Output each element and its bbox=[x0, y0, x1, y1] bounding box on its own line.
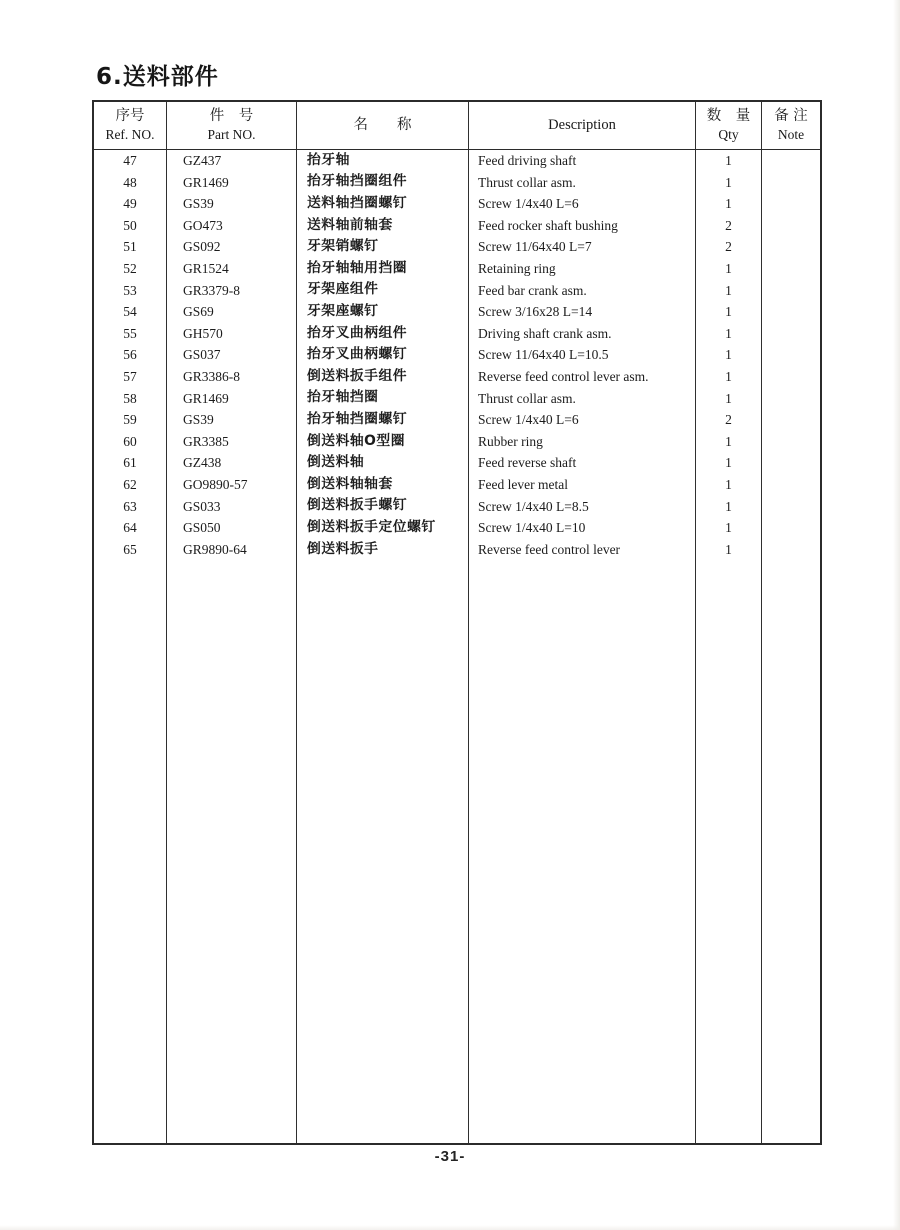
note-cell bbox=[762, 452, 820, 474]
name-cell: 牙架销螺钉 bbox=[297, 236, 469, 258]
table-row bbox=[94, 366, 820, 388]
qty-cell: 1 bbox=[696, 431, 762, 453]
part-cell: GS69 bbox=[167, 301, 297, 323]
note-cell bbox=[762, 388, 820, 410]
part-cell: GS092 bbox=[167, 236, 297, 258]
ref-cell: 65 bbox=[94, 539, 167, 561]
qty-cell: 2 bbox=[696, 215, 762, 237]
desc-cell: Feed rocker shaft bushing bbox=[469, 215, 696, 237]
column-header-part bbox=[167, 102, 297, 149]
note-cell bbox=[762, 301, 820, 323]
column-header-note-zh: 备 注 bbox=[774, 108, 808, 125]
desc-cell: Reverse feed control lever asm. bbox=[469, 366, 696, 388]
desc-cell: Screw 3/16x28 L=14 bbox=[469, 301, 696, 323]
table-row bbox=[94, 280, 820, 302]
ref-cell: 56 bbox=[94, 344, 167, 366]
table-row bbox=[94, 474, 820, 496]
column-header-description bbox=[469, 102, 696, 149]
table-row bbox=[94, 215, 820, 237]
part-cell: GR9890-64 bbox=[167, 539, 297, 561]
empty-note-column bbox=[762, 560, 820, 1143]
ref-cell: 60 bbox=[94, 431, 167, 453]
page-number: -31- bbox=[434, 1148, 466, 1165]
qty-cell: 1 bbox=[696, 280, 762, 302]
note-cell bbox=[762, 496, 820, 518]
column-header-ref-en: Ref. NO. bbox=[105, 126, 155, 142]
name-cell: 倒送料轴轴套 bbox=[297, 474, 469, 496]
ref-cell: 51 bbox=[94, 236, 167, 258]
desc-cell: Feed reverse shaft bbox=[469, 452, 696, 474]
name-cell: 抬牙轴轴用挡圈 bbox=[297, 258, 469, 280]
ref-cell: 48 bbox=[94, 172, 167, 194]
column-header-part-zh: 件 号 bbox=[209, 108, 254, 125]
qty-cell: 2 bbox=[696, 236, 762, 258]
desc-cell: Feed driving shaft bbox=[469, 150, 696, 172]
table-row bbox=[94, 344, 820, 366]
ref-cell: 55 bbox=[94, 323, 167, 345]
table-row bbox=[94, 301, 820, 323]
qty-cell: 1 bbox=[696, 172, 762, 194]
table-row bbox=[94, 496, 820, 518]
name-cell: 抬牙轴挡圈螺钉 bbox=[297, 409, 469, 431]
empty-name-column bbox=[297, 560, 469, 1143]
desc-cell: Feed bar crank asm. bbox=[469, 280, 696, 302]
desc-cell: Rubber ring bbox=[469, 431, 696, 453]
qty-cell: 1 bbox=[696, 193, 762, 215]
desc-cell: Screw 1/4x40 L=6 bbox=[469, 409, 696, 431]
name-cell: 抬牙轴挡圈组件 bbox=[297, 172, 469, 194]
desc-cell: Screw 1/4x40 L=8.5 bbox=[469, 496, 696, 518]
table-row bbox=[94, 517, 820, 539]
note-cell bbox=[762, 366, 820, 388]
column-header-name bbox=[297, 102, 469, 149]
table-empty-area bbox=[94, 560, 820, 1143]
table-row bbox=[94, 258, 820, 280]
column-header-note bbox=[762, 102, 820, 149]
name-cell: 送料轴前轴套 bbox=[297, 215, 469, 237]
part-cell: GS39 bbox=[167, 409, 297, 431]
qty-cell: 2 bbox=[696, 409, 762, 431]
table-row bbox=[94, 150, 820, 172]
part-cell: GR3386-8 bbox=[167, 366, 297, 388]
empty-part-column bbox=[167, 560, 297, 1143]
part-cell: GH570 bbox=[167, 323, 297, 345]
empty-ref-column bbox=[94, 560, 167, 1143]
qty-cell: 1 bbox=[696, 150, 762, 172]
ref-cell: 61 bbox=[94, 452, 167, 474]
empty-qty-column bbox=[696, 560, 762, 1143]
qty-cell: 1 bbox=[696, 366, 762, 388]
column-header-qty-zh: 数 量 bbox=[706, 108, 751, 125]
column-header-part-en: Part NO. bbox=[207, 126, 256, 142]
name-cell: 倒送料轴 bbox=[297, 452, 469, 474]
column-header-note-en: Note bbox=[777, 126, 805, 142]
desc-cell: Screw 11/64x40 L=7 bbox=[469, 236, 696, 258]
note-cell bbox=[762, 323, 820, 345]
page-title: 6.送料部件 bbox=[96, 64, 219, 90]
part-cell: GZ437 bbox=[167, 150, 297, 172]
column-header-ref bbox=[94, 102, 167, 149]
ref-cell: 62 bbox=[94, 474, 167, 496]
part-cell: GR3379-8 bbox=[167, 280, 297, 302]
note-cell bbox=[762, 258, 820, 280]
part-cell: GS033 bbox=[167, 496, 297, 518]
column-header-ref-zh: 序号 bbox=[115, 108, 145, 125]
part-cell: GR1469 bbox=[167, 172, 297, 194]
name-cell: 抬牙叉曲柄螺钉 bbox=[297, 344, 469, 366]
name-cell: 牙架座螺钉 bbox=[297, 301, 469, 323]
desc-cell: Screw 1/4x40 L=6 bbox=[469, 193, 696, 215]
note-cell bbox=[762, 215, 820, 237]
name-cell: 倒送料扳手定位螺钉 bbox=[297, 517, 469, 539]
ref-cell: 58 bbox=[94, 388, 167, 410]
note-cell bbox=[762, 280, 820, 302]
part-cell: GS037 bbox=[167, 344, 297, 366]
empty-description-column bbox=[469, 560, 696, 1143]
column-header-qty-en: Qty bbox=[718, 126, 739, 142]
name-cell: 抬牙轴 bbox=[297, 150, 469, 172]
note-cell bbox=[762, 517, 820, 539]
qty-cell: 1 bbox=[696, 301, 762, 323]
note-cell bbox=[762, 474, 820, 496]
qty-cell: 1 bbox=[696, 517, 762, 539]
note-cell bbox=[762, 172, 820, 194]
desc-cell: Retaining ring bbox=[469, 258, 696, 280]
desc-cell: Screw 11/64x40 L=10.5 bbox=[469, 344, 696, 366]
desc-cell: Driving shaft crank asm. bbox=[469, 323, 696, 345]
part-cell: GR3385 bbox=[167, 431, 297, 453]
ref-cell: 57 bbox=[94, 366, 167, 388]
name-cell: 抬牙轴挡圈 bbox=[297, 388, 469, 410]
note-cell bbox=[762, 431, 820, 453]
column-header-name-zh: 名 称 bbox=[353, 116, 412, 133]
desc-cell: Screw 1/4x40 L=10 bbox=[469, 517, 696, 539]
name-cell: 倒送料扳手组件 bbox=[297, 366, 469, 388]
table-row bbox=[94, 452, 820, 474]
ref-cell: 52 bbox=[94, 258, 167, 280]
table-row bbox=[94, 323, 820, 345]
table-row bbox=[94, 388, 820, 410]
part-cell: GO473 bbox=[167, 215, 297, 237]
note-cell bbox=[762, 344, 820, 366]
part-cell: GZ438 bbox=[167, 452, 297, 474]
note-cell bbox=[762, 193, 820, 215]
ref-cell: 54 bbox=[94, 301, 167, 323]
note-cell bbox=[762, 539, 820, 561]
note-cell bbox=[762, 236, 820, 258]
qty-cell: 1 bbox=[696, 539, 762, 561]
qty-cell: 1 bbox=[696, 388, 762, 410]
ref-cell: 53 bbox=[94, 280, 167, 302]
part-cell: GO9890-57 bbox=[167, 474, 297, 496]
name-cell: 抬牙叉曲柄组件 bbox=[297, 323, 469, 345]
table-row bbox=[94, 539, 820, 561]
ref-cell: 47 bbox=[94, 150, 167, 172]
part-cell: GR1469 bbox=[167, 388, 297, 410]
part-cell: GS050 bbox=[167, 517, 297, 539]
table-row bbox=[94, 236, 820, 258]
note-cell bbox=[762, 150, 820, 172]
qty-cell: 1 bbox=[696, 344, 762, 366]
table-body bbox=[94, 150, 820, 560]
ref-cell: 59 bbox=[94, 409, 167, 431]
ref-cell: 64 bbox=[94, 517, 167, 539]
name-cell: 牙架座组件 bbox=[297, 280, 469, 302]
ref-cell: 49 bbox=[94, 193, 167, 215]
desc-cell: Feed lever metal bbox=[469, 474, 696, 496]
qty-cell: 1 bbox=[696, 496, 762, 518]
name-cell: 送料轴挡圈螺钉 bbox=[297, 193, 469, 215]
name-cell: 倒送料扳手 bbox=[297, 539, 469, 561]
parts-table bbox=[92, 100, 822, 1145]
table-header-row bbox=[94, 102, 820, 150]
name-cell: 倒送料轴O型圈 bbox=[297, 431, 469, 453]
part-cell: GS39 bbox=[167, 193, 297, 215]
qty-cell: 1 bbox=[696, 258, 762, 280]
table-row bbox=[94, 409, 820, 431]
desc-cell: Thrust collar asm. bbox=[469, 388, 696, 410]
table-row bbox=[94, 193, 820, 215]
desc-cell: Reverse feed control lever bbox=[469, 539, 696, 561]
ref-cell: 50 bbox=[94, 215, 167, 237]
name-cell: 倒送料扳手螺钉 bbox=[297, 496, 469, 518]
qty-cell: 1 bbox=[696, 323, 762, 345]
ref-cell: 63 bbox=[94, 496, 167, 518]
column-header-qty bbox=[696, 102, 762, 149]
note-cell bbox=[762, 409, 820, 431]
qty-cell: 1 bbox=[696, 452, 762, 474]
part-cell: GR1524 bbox=[167, 258, 297, 280]
qty-cell: 1 bbox=[696, 474, 762, 496]
table-row bbox=[94, 172, 820, 194]
column-header-description-en: Description bbox=[548, 116, 616, 133]
table-row bbox=[94, 431, 820, 453]
desc-cell: Thrust collar asm. bbox=[469, 172, 696, 194]
